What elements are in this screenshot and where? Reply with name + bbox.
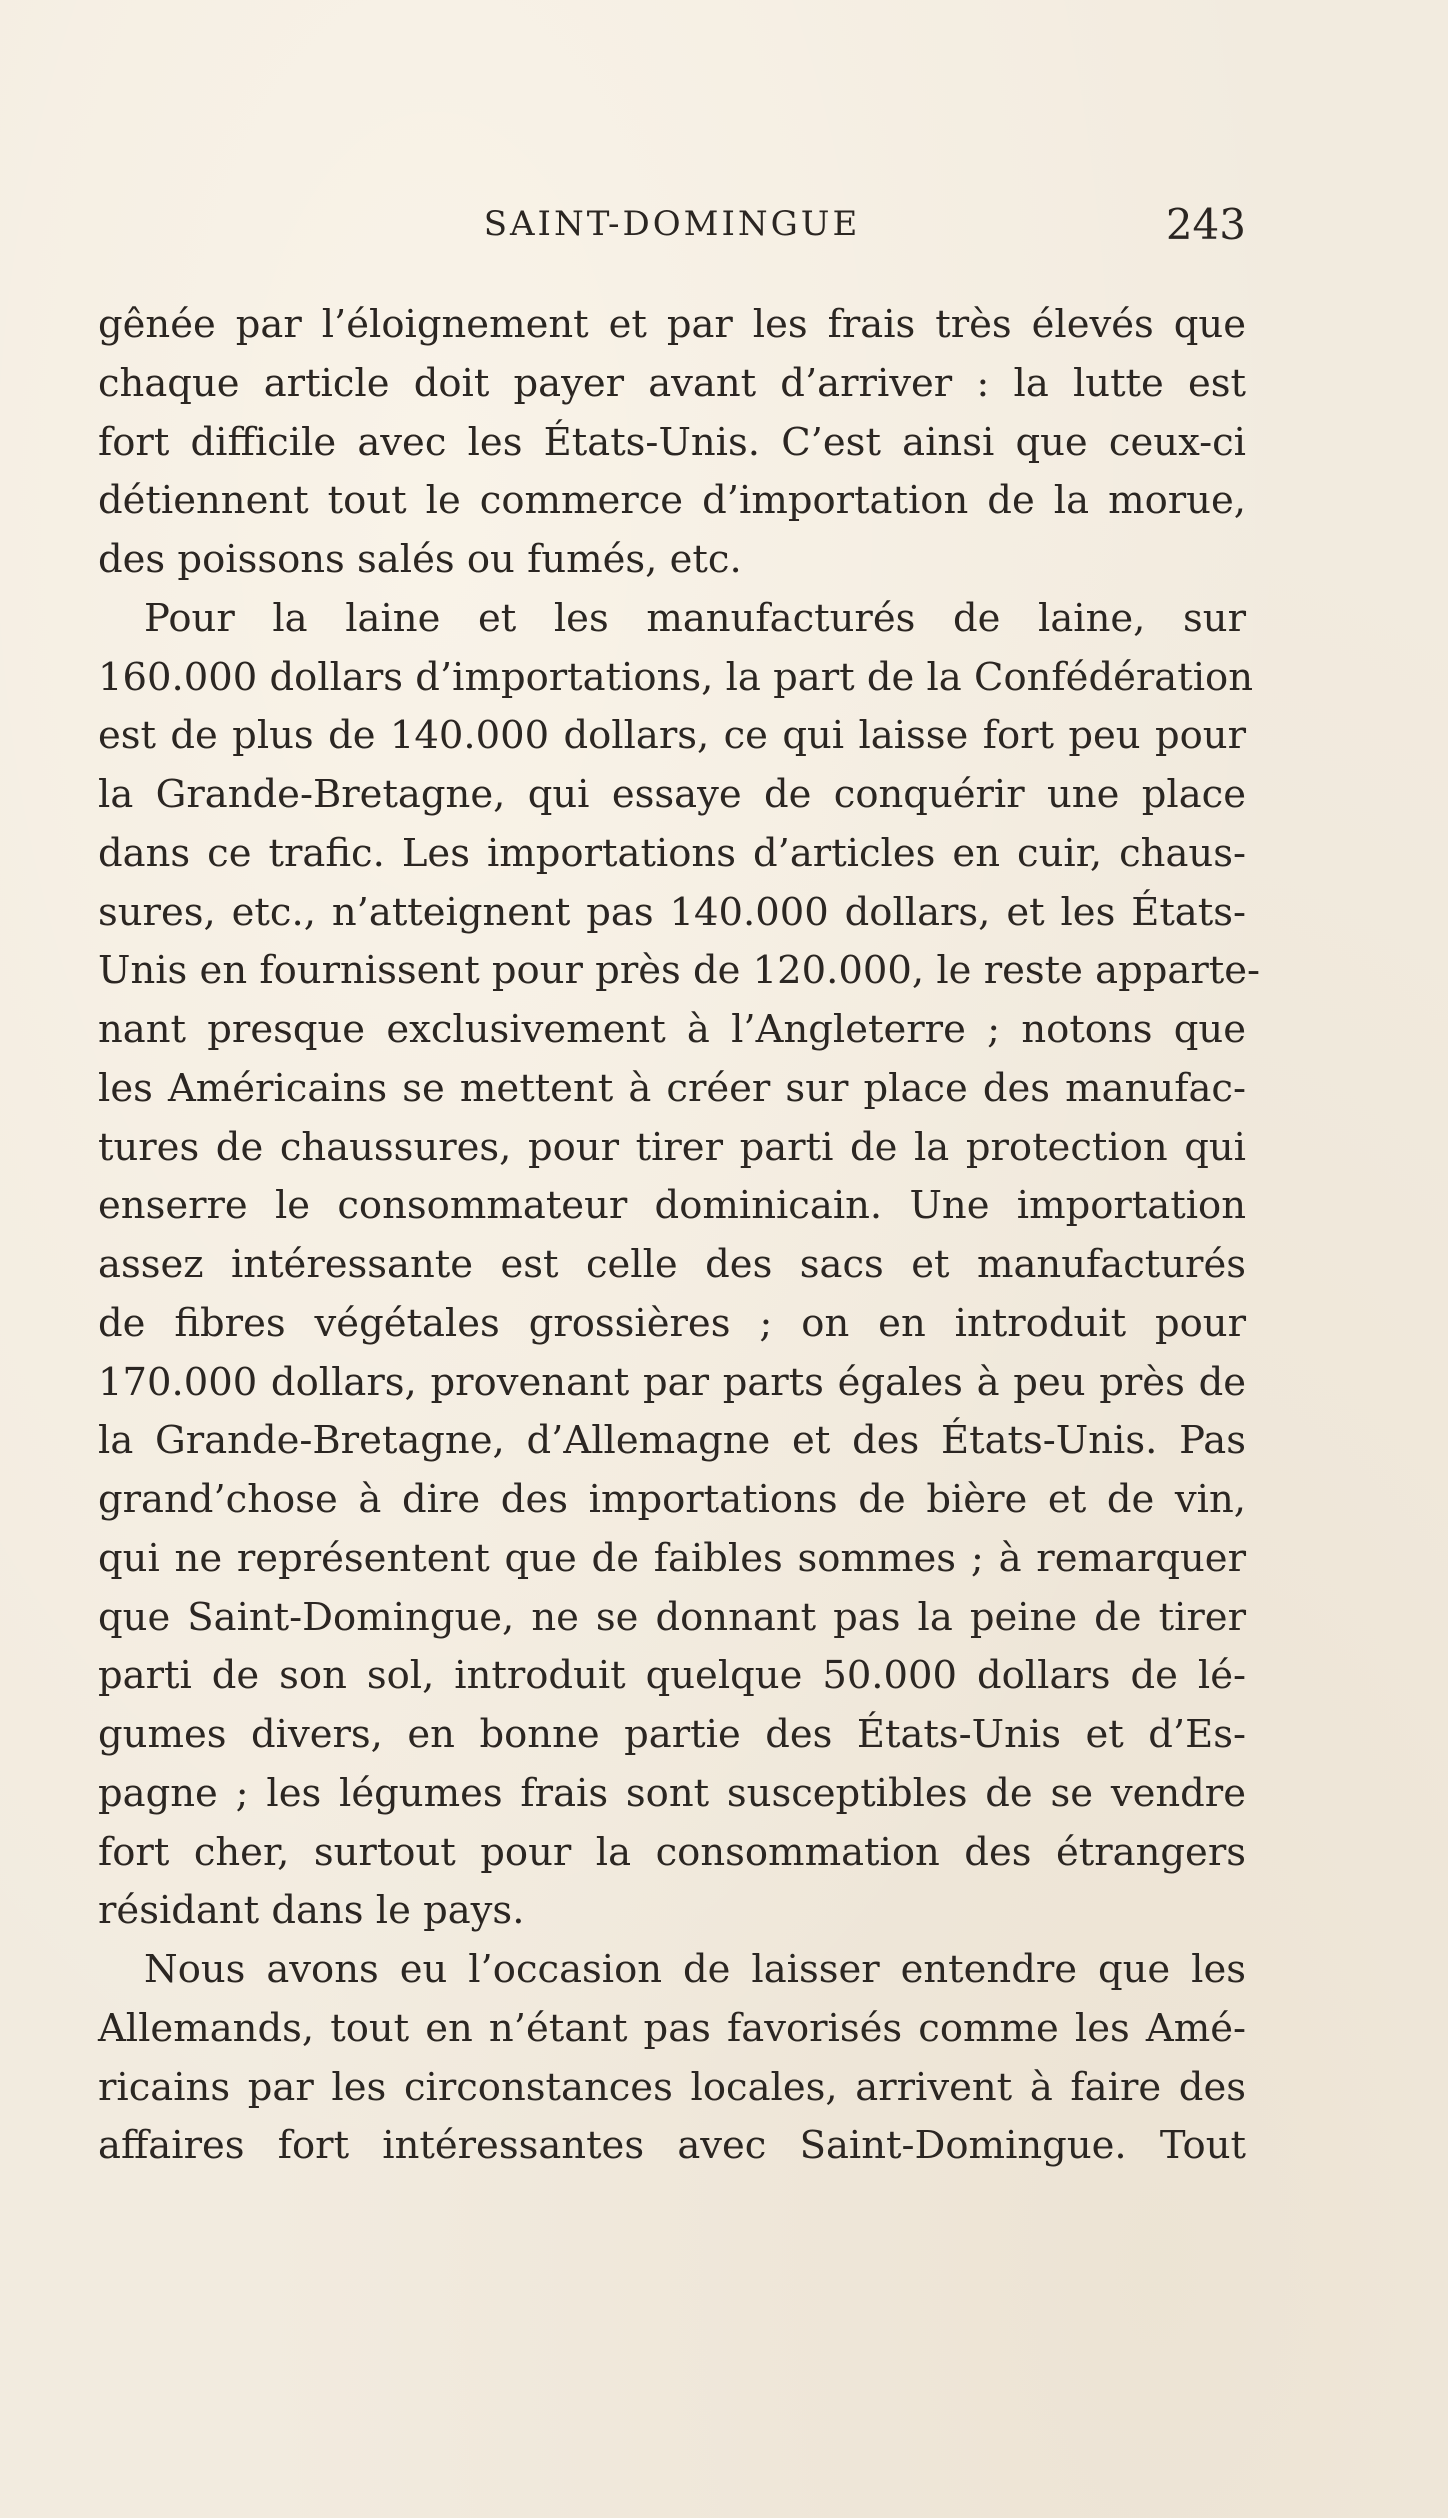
text-line: les Américains se mettent à créer sur place des manufac- (98, 1065, 1246, 1111)
text-line: tures de chaussures, pour tirer parti de la protection qui (98, 1124, 1246, 1170)
text-line: la Grande-Bretagne, qui essaye de conquérir une place (98, 772, 1246, 817)
text-line: parti de son sol, introduit quelque 50.000 dollars de lé- (98, 1653, 1246, 1699)
text-line: affaires fort intéressantes avec Saint-Domingue. Tout (98, 2123, 1246, 2169)
text-line: gumes divers, en bonne partie des États-Unis et d’Es- (98, 1712, 1246, 1757)
text-line: chaque article doit payer avant d’arriver : la lutte est (98, 360, 1246, 406)
text-line: fort cher, surtout pour la consommation des étrangers (98, 1829, 1246, 1875)
text-line: résidant dans le pays. (98, 1888, 525, 1934)
text-line: détiennent tout le commerce d’importation de la morue, (98, 478, 1246, 524)
text-line: pagne ; les légumes frais sont susceptibles de se vendre (98, 1770, 1246, 1816)
text-line: 160.000 dollars d’importations, la part de la Confédération (98, 654, 1253, 700)
text-line: des poissons salés ou fumés, etc. (98, 537, 742, 582)
text-line: dans ce trafic. Les importations d’articles en cuir, chaus- (98, 830, 1246, 876)
text-line: la Grande-Bretagne, d’Allemagne et des États-Unis. Pas (98, 1418, 1246, 1464)
page-number: 243 (1165, 200, 1246, 249)
text-line: assez intéressante est celle des sacs et manufacturés (98, 1242, 1246, 1287)
page-header (98, 200, 1246, 250)
text-line: fort difficile avec les États-Unis. C’est ainsi que ceux-ci (98, 419, 1246, 465)
text-line: ricains par les circonstances locales, arrivent à faire des (98, 2064, 1246, 2110)
text-line: est de plus de 140.000 dollars, ce qui laisse fort peu pour (98, 713, 1246, 759)
text-line: Unis en fournissent pour près de 120.000, le reste apparte- (98, 948, 1260, 994)
text-line: 170.000 dollars, provenant par parts égales à peu près de (98, 1359, 1246, 1405)
text-line: enserre le consommateur dominicain. Une importation (98, 1183, 1246, 1229)
running-title: SAINT-DOMINGUE (483, 204, 861, 244)
text-line: que Saint-Domingue, ne se donnant pas la peine de tirer (98, 1594, 1246, 1640)
text-line: Allemands, tout en n’étant pas favorisés comme les Amé- (98, 2005, 1246, 2051)
text-line: Pour la laine et les manufacturés de laine, sur (144, 595, 1246, 641)
text-line: grand’chose à dire des importations de bière et de vin, (98, 1477, 1246, 1522)
text-line: Nous avons eu l’occasion de laisser entendre que les (144, 1947, 1246, 1992)
text-line: gênée par l’éloignement et par les frais très élevés que (98, 302, 1246, 347)
text-line: sures, etc., n’atteignent pas 140.000 dollars, et les États- (98, 889, 1246, 935)
text-line: de fibres végétales grossières ; on en introduit pour (98, 1300, 1246, 1346)
text-line: qui ne représentent que de faibles sommes ; à remarquer (98, 1535, 1246, 1581)
body-text (98, 296, 1260, 2176)
text-line: nant presque exclusivement à l’Angleterre ; notons que (98, 1007, 1246, 1052)
